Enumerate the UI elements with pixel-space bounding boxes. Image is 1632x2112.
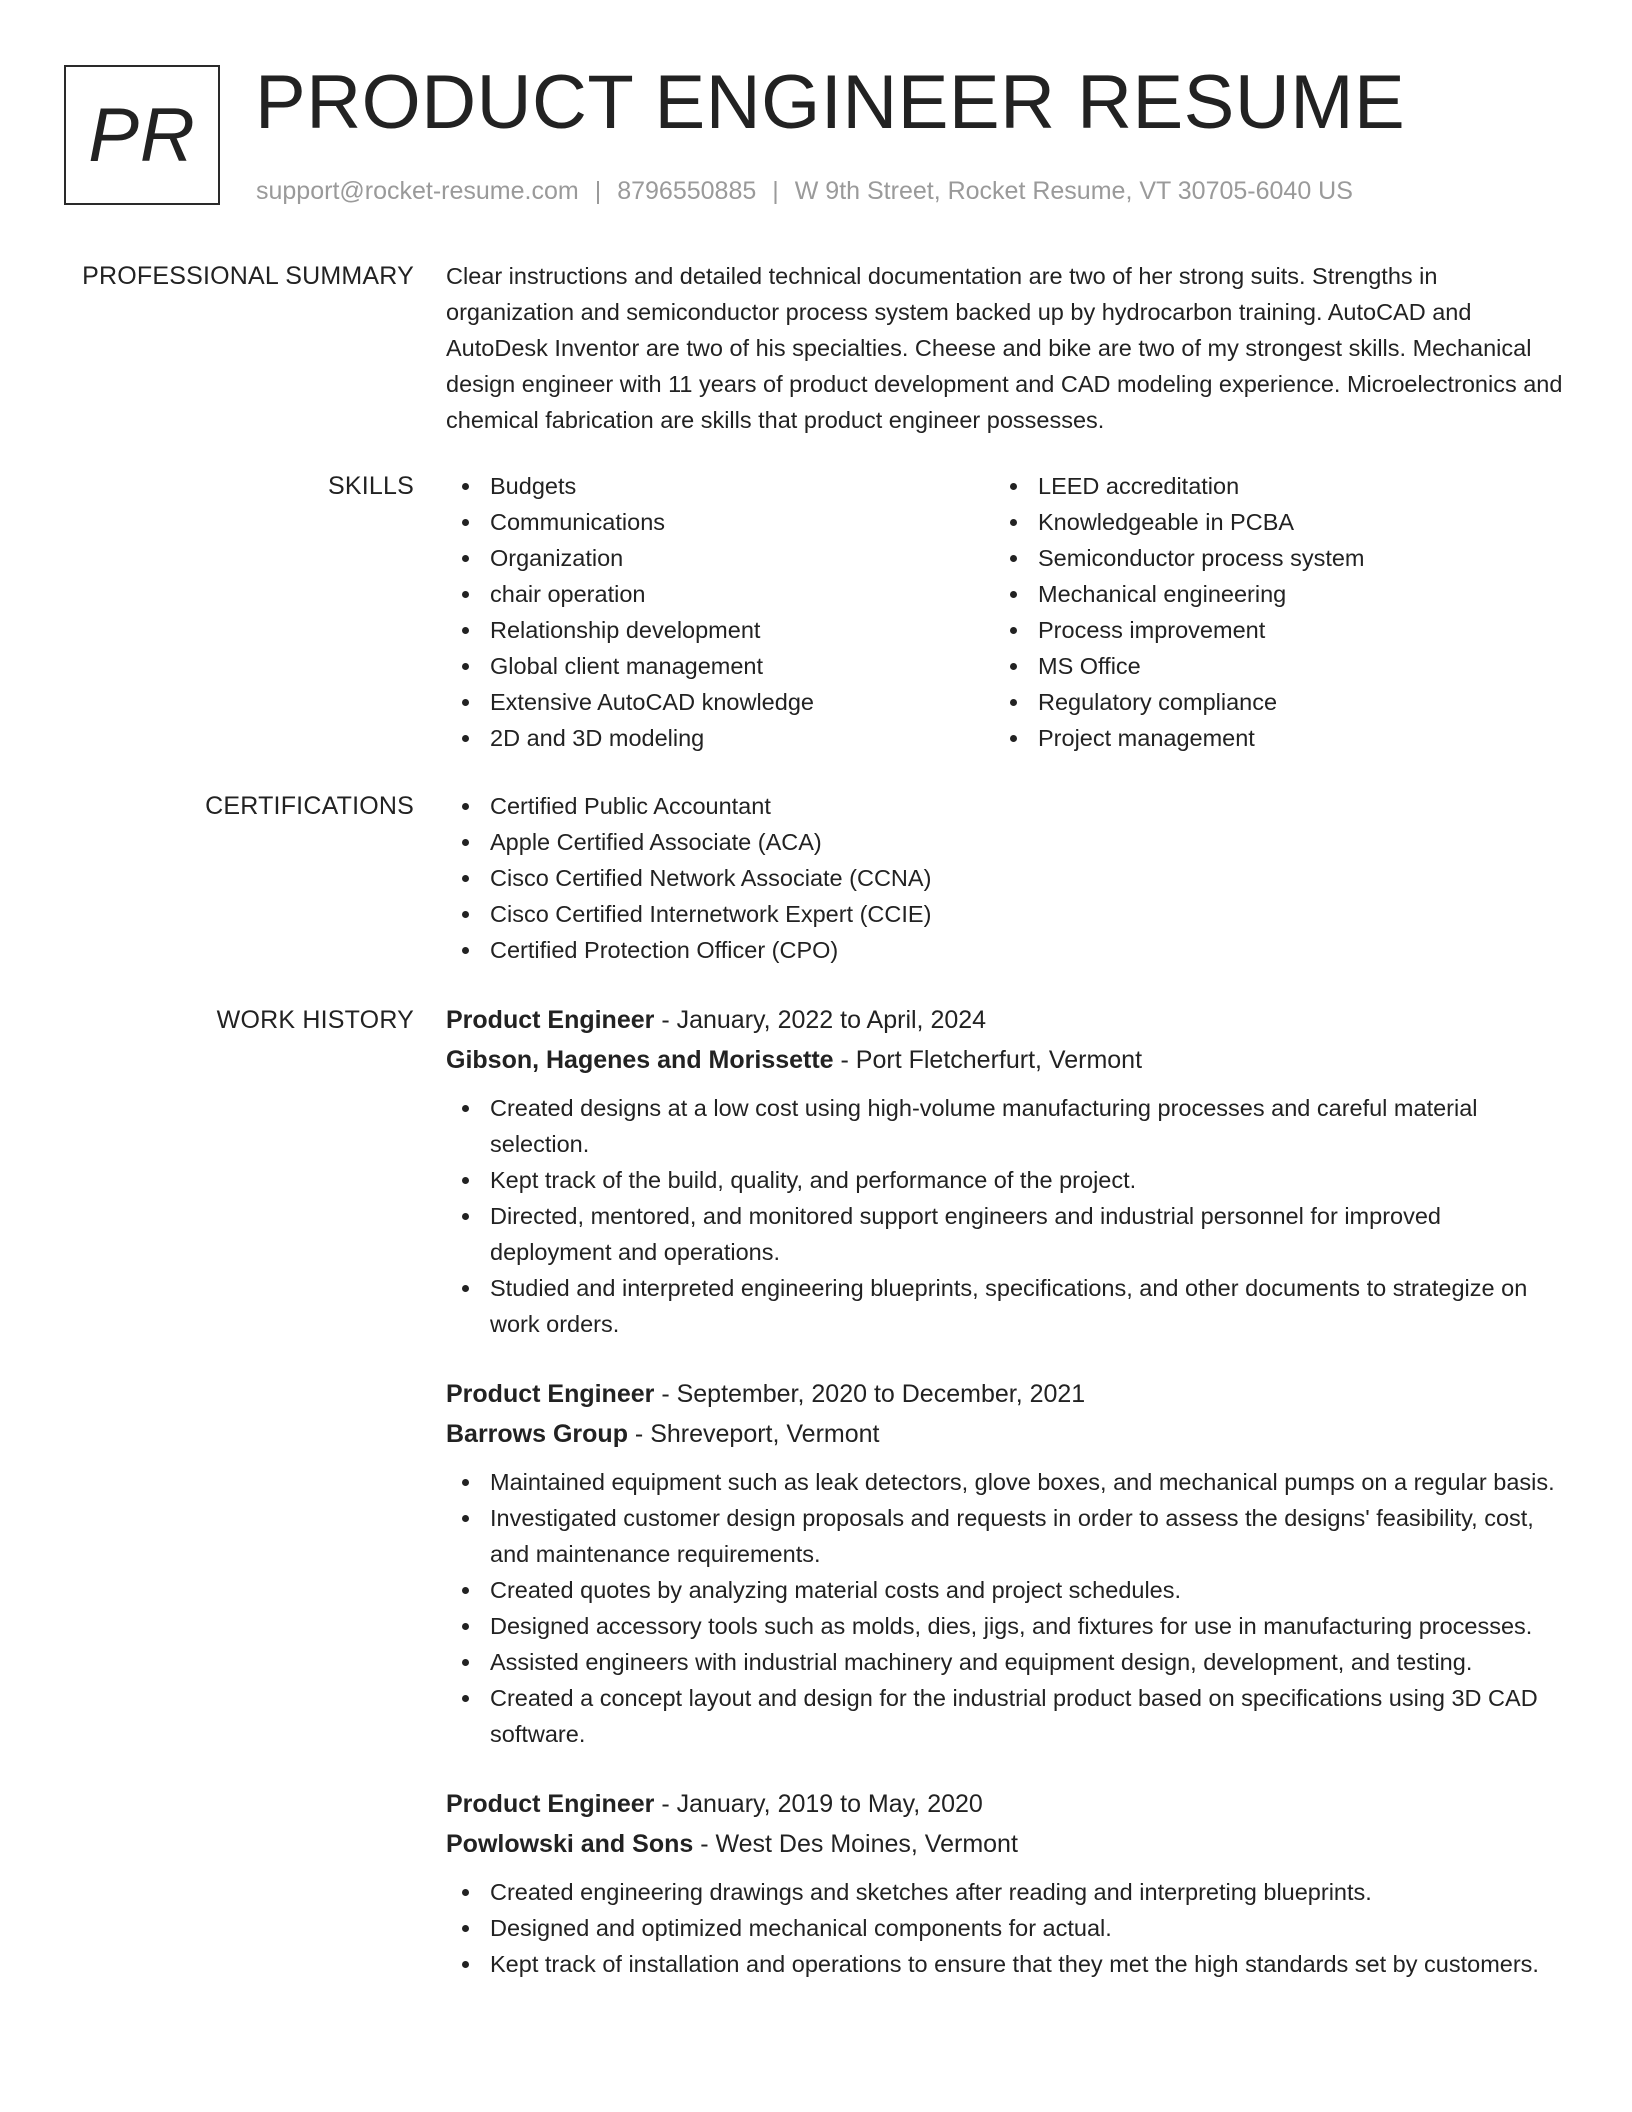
job-location: - Shreveport, Vermont: [627, 1420, 880, 1448]
job-entry: [446, 1000, 1566, 1342]
certifications-body: [446, 788, 1566, 968]
certification-item: Certified Public Accountant: [446, 788, 1566, 824]
job-duty-item: Designed accessory tools such as molds, dies, jigs, and fixtures for use in manufacturing processes.: [446, 1608, 1566, 1644]
job-duty-item: Maintained equipment such as leak detectors, glove boxes, and mechanical pumps on a regular basis.: [446, 1464, 1566, 1500]
job-company: Powlowski and Sons: [446, 1830, 694, 1858]
job-company: Barrows Group: [446, 1420, 628, 1448]
section-label-certifications: CERTIFICATIONS: [205, 792, 414, 820]
summary-text: Clear instructions and detailed technical documentation are two of her strong suits. Strengths in organization and semiconductor process system backed up by hydrocarbon training. AutoCAD and AutoDesk Inventor are two of his specialties. Cheese and bike are two of my strongest skills. Mechanical design engineer with 11 years of product development and CAD modeling experience. Microelectronics and chemical fabrication are skills that product engineer possesses.: [446, 263, 1563, 433]
job-duty-item: Created designs at a low cost using high-volume manufacturing processes and careful material selection.: [446, 1090, 1566, 1162]
job-location: - Port Fletcherfurt, Vermont: [833, 1046, 1143, 1074]
skill-item: Organization: [446, 540, 994, 576]
job-duty-item: Designed and optimized mechanical components for actual.: [446, 1910, 1566, 1946]
skills-list-left: [446, 468, 994, 756]
job-title-line: [446, 1374, 1566, 1414]
job-duties-list: [446, 1464, 1566, 1752]
job-title: Product Engineer: [446, 1380, 655, 1408]
skill-item: 2D and 3D modeling: [446, 720, 994, 756]
job-company: Gibson, Hagenes and Morissette: [446, 1046, 834, 1074]
job-location: - West Des Moines, Vermont: [693, 1830, 1018, 1858]
certification-item: Certified Protection Officer (CPO): [446, 932, 1566, 968]
job-duty-item: Investigated customer design proposals and requests in order to assess the designs' feasibility, cost, and maintenance requirements.: [446, 1500, 1566, 1572]
job-dates: - January, 2022 to April, 2024: [654, 1006, 987, 1034]
certification-item: Cisco Certified Internetwork Expert (CCIE): [446, 896, 1566, 932]
skill-item: Extensive AutoCAD knowledge: [446, 684, 994, 720]
job-company-line: [446, 1414, 1566, 1454]
job-duty-item: Kept track of installation and operations to ensure that they met the high standards set by customers.: [446, 1946, 1566, 1982]
contact-separator: |: [772, 177, 779, 205]
job-duty-item: Created quotes by analyzing material costs and project schedules.: [446, 1572, 1566, 1608]
section-label-summary: PROFESSIONAL SUMMARY: [82, 262, 414, 290]
job-company-line: [446, 1824, 1566, 1864]
job-company-line: [446, 1040, 1566, 1080]
skill-item: Semiconductor process system: [994, 540, 1542, 576]
job-duty-item: Assisted engineers with industrial machinery and equipment design, development, and testing.: [446, 1644, 1566, 1680]
contact-separator: |: [594, 177, 602, 205]
section-label-work-history: WORK HISTORY: [216, 1006, 414, 1034]
skill-item: Relationship development: [446, 612, 994, 648]
job-title-line: [446, 1000, 1566, 1040]
certification-item: Cisco Certified Network Associate (CCNA): [446, 860, 1566, 896]
contact-line: [256, 176, 1353, 206]
certification-item: Apple Certified Associate (ACA): [446, 824, 1566, 860]
job-dates: - September, 2020 to December, 2021: [654, 1380, 1086, 1408]
certifications-list: [446, 788, 1566, 968]
skill-item: chair operation: [446, 576, 994, 612]
section-label-skills: SKILLS: [328, 472, 414, 500]
contact-email[interactable]: support@rocket-resume.com: [256, 177, 579, 205]
contact-address: W 9th Street, Rocket Resume, VT 30705-6040 US: [794, 177, 1353, 205]
skill-item: Mechanical engineering: [994, 576, 1542, 612]
job-entry: [446, 1784, 1566, 1982]
monogram-logo: PR: [64, 65, 220, 205]
job-title: Product Engineer: [446, 1006, 655, 1034]
job-duties-list: [446, 1874, 1566, 1982]
job-duty-item: Directed, mentored, and monitored support engineers and industrial personnel for improved deployment and operations.: [446, 1198, 1566, 1270]
job-duties-list: [446, 1090, 1566, 1342]
job-duty-item: Kept track of the build, quality, and performance of the project.: [446, 1162, 1566, 1198]
skill-item: MS Office: [994, 648, 1542, 684]
job-duty-item: Created engineering drawings and sketches after reading and interpreting blueprints.: [446, 1874, 1566, 1910]
skill-item: Process improvement: [994, 612, 1542, 648]
skill-item: Project management: [994, 720, 1542, 756]
job-entry: [446, 1374, 1566, 1752]
skill-item: LEED accreditation: [994, 468, 1542, 504]
job-title: Product Engineer: [446, 1790, 655, 1818]
skill-item: Budgets: [446, 468, 994, 504]
skill-item: Communications: [446, 504, 994, 540]
job-duty-item: Created a concept layout and design for the industrial product based on specifications using 3D CAD software.: [446, 1680, 1566, 1752]
skill-item: Regulatory compliance: [994, 684, 1542, 720]
skills-list-right: [994, 468, 1542, 756]
resume-title: PRODUCT ENGINEER RESUME: [255, 60, 1406, 145]
skill-item: Global client management: [446, 648, 994, 684]
work-history-body: [446, 1000, 1566, 2014]
job-dates: - January, 2019 to May, 2020: [654, 1790, 983, 1818]
skill-item: Knowledgeable in PCBA: [994, 504, 1542, 540]
job-duty-item: Studied and interpreted engineering blueprints, specifications, and other documents to strategize on work orders.: [446, 1270, 1566, 1342]
summary-body: [446, 258, 1566, 438]
contact-phone[interactable]: 8796550885: [617, 177, 757, 205]
skills-body: [446, 468, 1566, 756]
job-title-line: [446, 1784, 1566, 1824]
